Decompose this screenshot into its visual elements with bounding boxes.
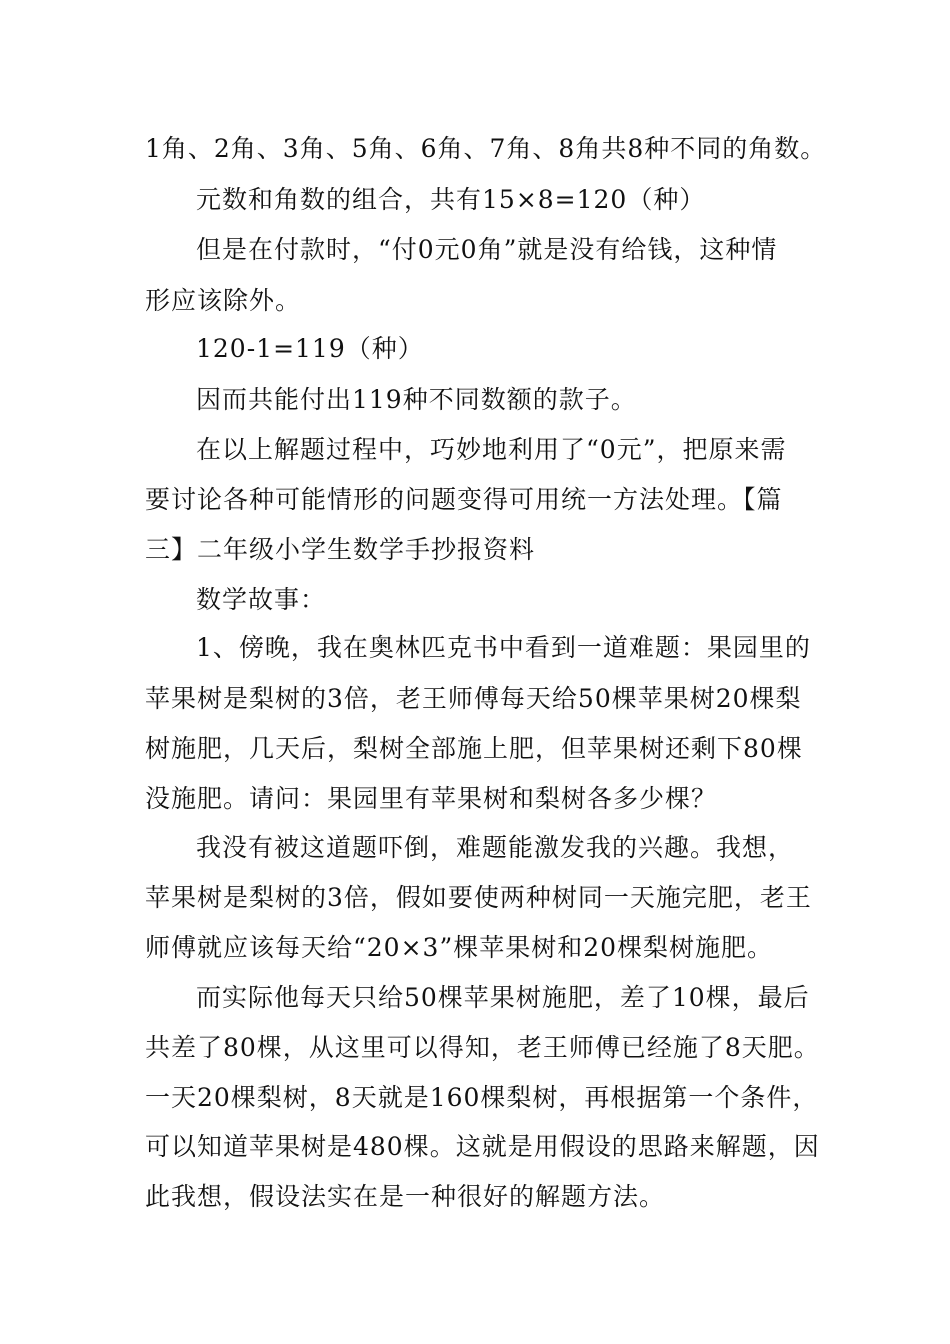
- text-line-2: 元数和角数的组合，共有15×8=120（种）: [196, 185, 706, 214]
- text-line-21: 可以知道苹果树是480棵。这就是用假设的思路来解题，因: [145, 1132, 820, 1161]
- text-line-5: 120-1=119（种）: [196, 334, 424, 363]
- text-line-19: 共差了80棵，从这里可以得知，老王师傅已经施了8天肥。: [145, 1033, 820, 1062]
- text-line-12: 苹果树是梨树的3倍，老王师傅每天给50棵苹果树20棵梨: [145, 684, 802, 713]
- text-line-17: 师傅就应该每天给“20×3”棵苹果树和20棵梨树施肥。: [145, 933, 774, 962]
- text-line-6: 因而共能付出119种不同数额的款子。: [196, 385, 637, 414]
- text-line-7: 在以上解题过程中，巧妙地利用了“0元”，把原来需: [196, 435, 787, 464]
- text-line-11: 1、傍晚，我在奥林匹克书中看到一道难题：果园里的: [196, 633, 811, 662]
- text-line-14: 没施肥。请问：果园里有苹果树和梨树各多少棵？: [145, 784, 718, 813]
- text-line-13: 树施肥，几天后，梨树全部施上肥，但苹果树还剩下80棵: [145, 734, 803, 763]
- text-line-15: 我没有被这道题吓倒，难题能激发我的兴趣。我想，: [196, 833, 795, 862]
- text-line-3: 但是在付款时，“付0元0角”就是没有给钱，这种情: [196, 235, 778, 264]
- text-line-4: 形应该除外。: [145, 286, 302, 315]
- text-line-16: 苹果树是梨树的3倍，假如要使两种树同一天施完肥，老王: [145, 883, 812, 912]
- text-line-10: 数学故事：: [196, 585, 327, 614]
- text-line-22: 此我想，假设法实在是一种很好的解题方法。: [145, 1182, 666, 1211]
- text-line-9: 三】二年级小学生数学手抄报资料: [145, 535, 536, 564]
- text-line-18: 而实际他每天只给50棵苹果树施肥，差了10棵，最后: [196, 983, 810, 1012]
- text-line-1: 1角、2角、3角、5角、6角、7角、8角共8种不同的角数。: [145, 134, 827, 163]
- text-line-20: 一天20棵梨树，8天就是160棵梨树，再根据第一个条件，: [145, 1083, 819, 1112]
- text-line-8: 要讨论各种可能情形的问题变得可用统一方法处理。【篇: [145, 485, 783, 514]
